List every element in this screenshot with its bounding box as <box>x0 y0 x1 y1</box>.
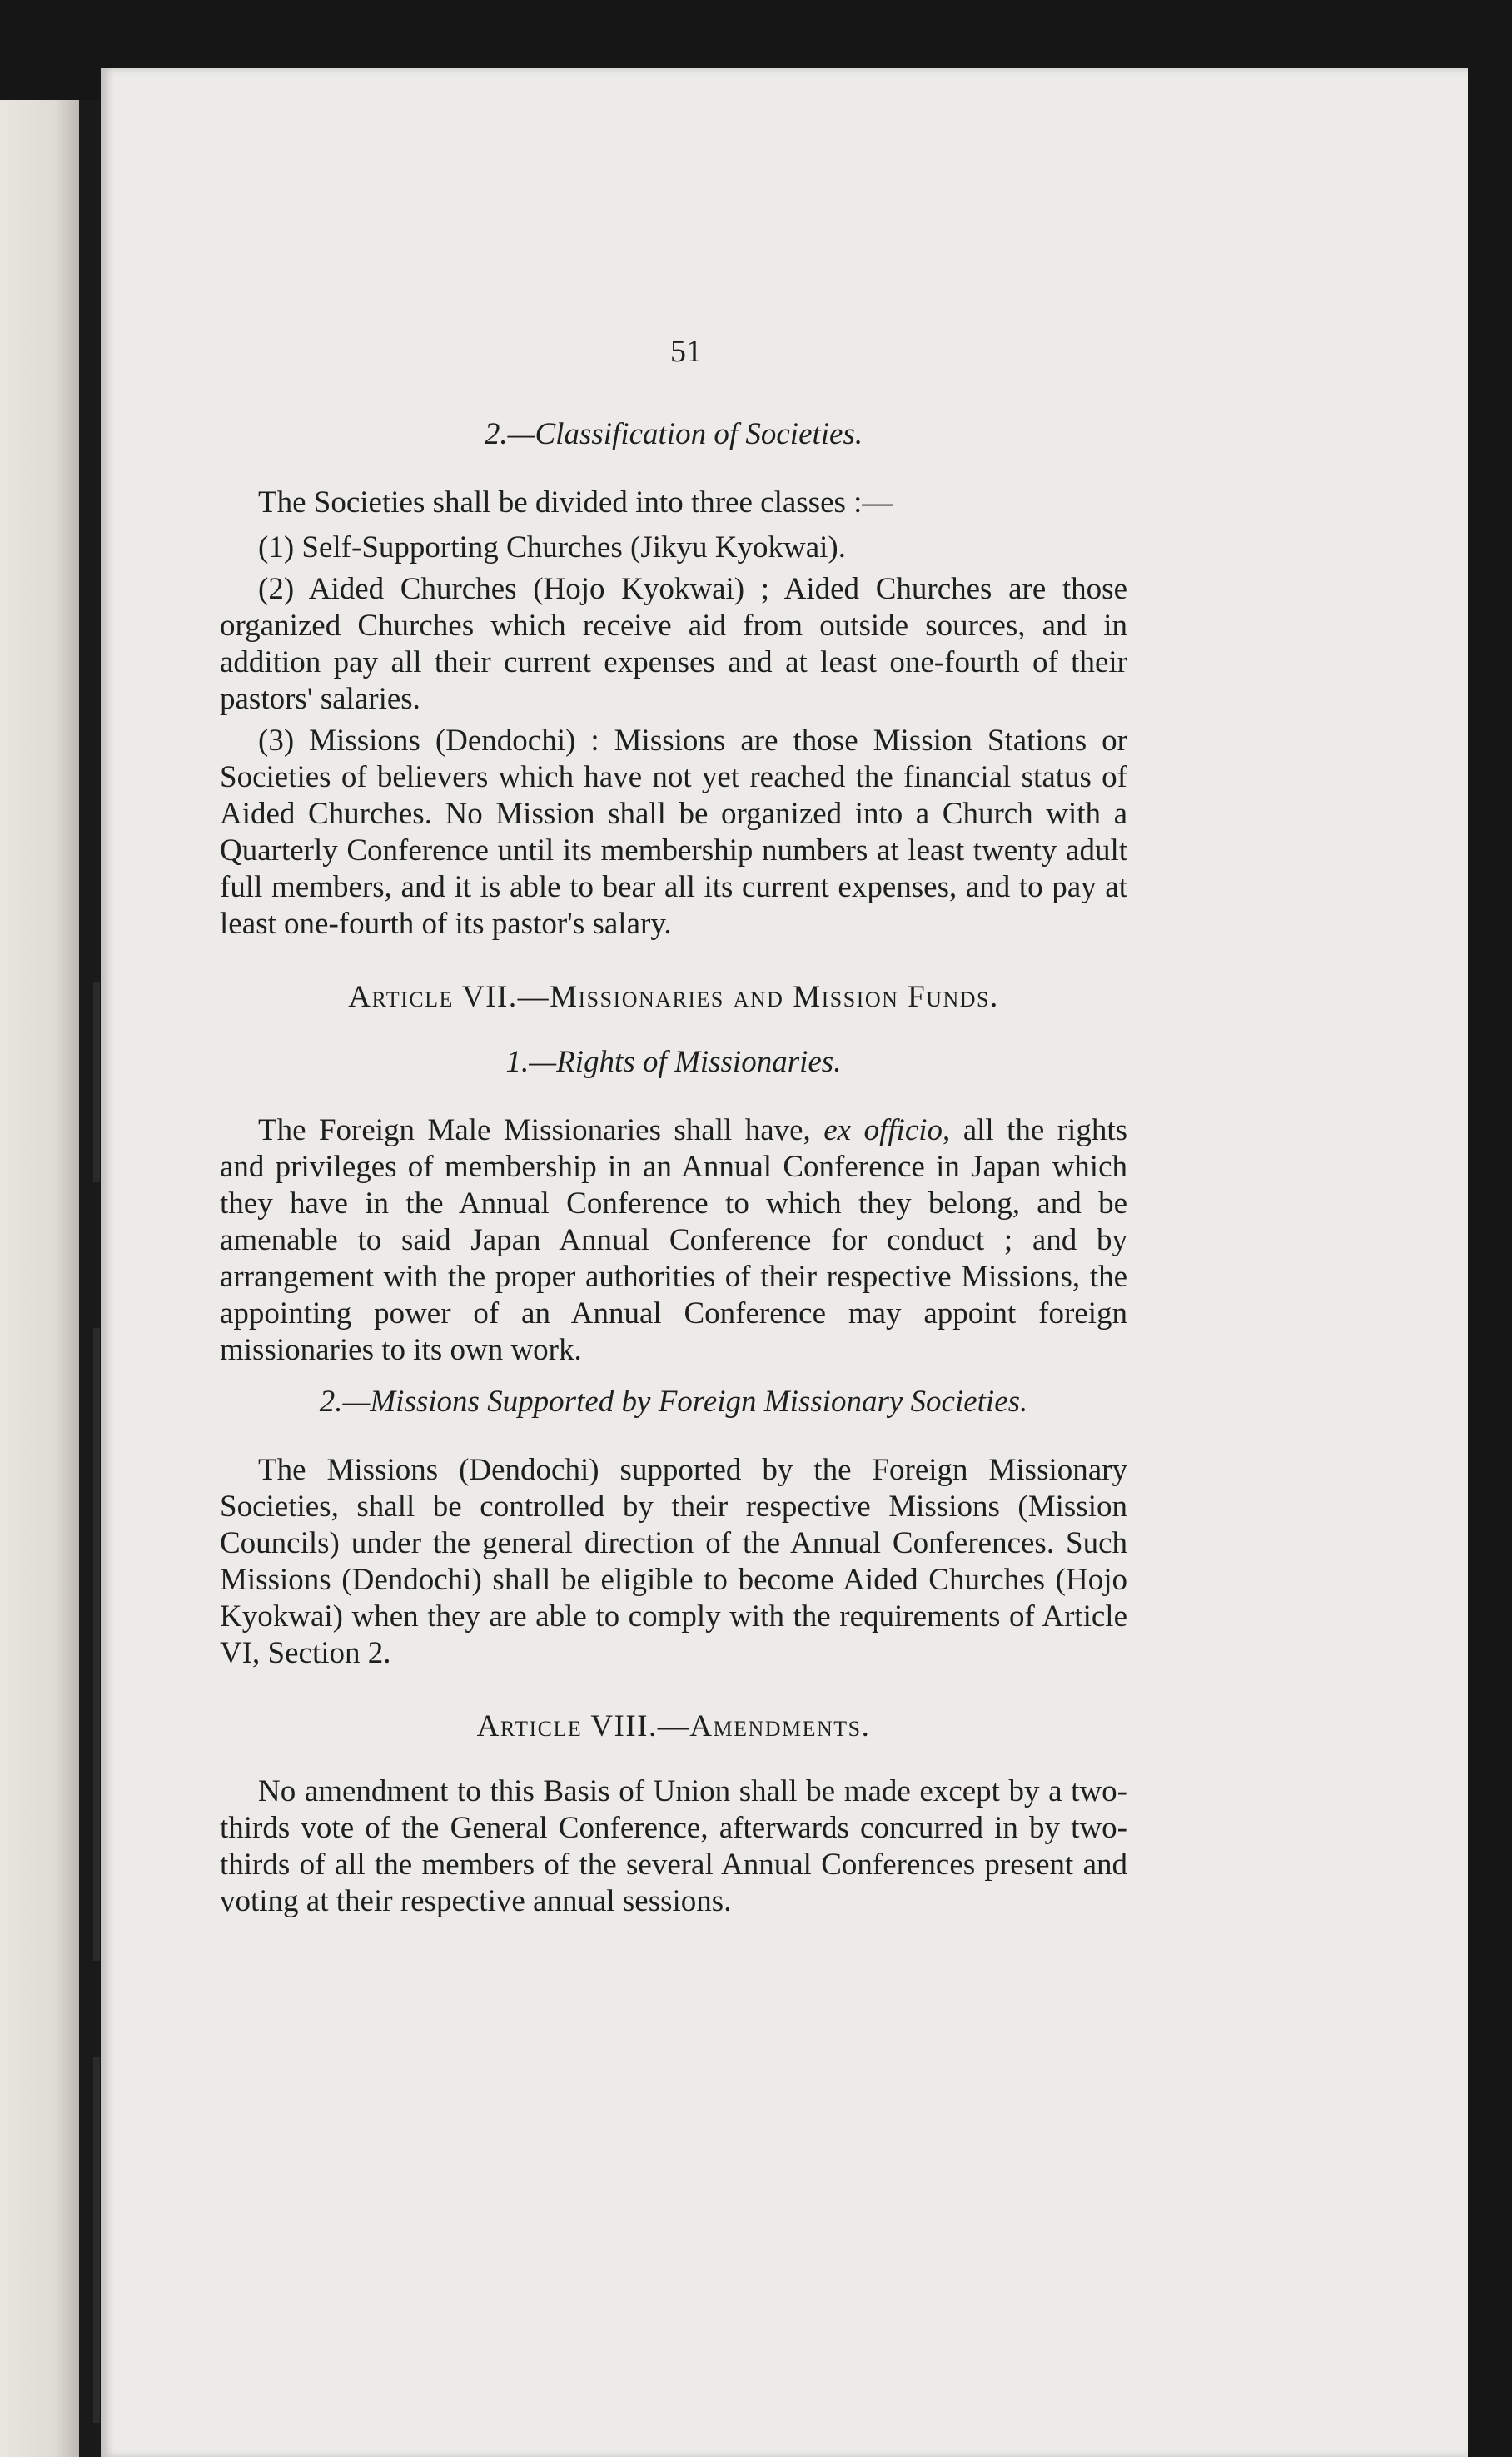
page-number: 51 <box>670 334 702 369</box>
article-7-heading: Article VII.—Missionaries and Mission Funds. <box>348 980 999 1014</box>
rights-text-before: The Foreign Male Missionaries shall have, <box>258 1113 824 1147</box>
previous-page-edge <box>0 100 79 2457</box>
rights-text-italic: ex officio <box>823 1113 943 1147</box>
binding-shadow-mark <box>93 1328 100 1961</box>
rights-text-after: , all the rights and privileges of membership in an Annual Conference in Japan which they have in the Annual Conference to which they belong, and be amenable to said Japan Annual Conference for conduct ; and by arrangement with the proper authorities of their respective Missions, the appointing power of an Annual Conference may appoint foreign missionaries to its own work. <box>220 1113 1127 1367</box>
class-3-paragraph: (3) Missions (Dendochi) : Missions are those Mission Stations or Societies of believers which have not yet reached the financial status of Aided Churches. No Mission shall be organized into a Church with a Quarterly Conference until its membership numbers at least twenty adult full members, and it is able to bear all its current expenses, and to pay at least one-fourth of its pastor's salary. <box>220 724 1127 941</box>
article-8-heading: Article VIII.—Amendments. <box>476 1709 871 1743</box>
amendments-paragraph: No amendment to this Basis of Union shall be made except by a two-thirds vote of the General Conference, afterwards concurred in by two-thirds of all the members of the several Annual Conferences present and voting at their respective annual sessions. <box>220 1774 1127 1918</box>
page-text <box>220 333 1127 1935</box>
classification-intro: The Societies shall be divided into three classes :— <box>258 485 893 520</box>
binding-shadow-mark <box>93 982 100 1182</box>
missions-paragraph: The Missions (Dendochi) supported by the Foreign Missionary Societies, shall be controlled by their respective Missions (Mission Councils) under the general direction of the Annual Conferences. Such Missions (Dendochi) shall be eligible to become Aided Churches (Hojo Kyokwai) when they are able to comply with the requirements of Article VI, Section 2. <box>220 1453 1127 1670</box>
classification-heading: 2.—Classification of Societies. <box>484 417 863 451</box>
missions-heading: 2.—Missions Supported by Foreign Missionary Societies. <box>319 1385 1028 1419</box>
binding-shadow-mark <box>93 2057 100 2423</box>
class-1-paragraph: (1) Self-Supporting Churches (Jikyu Kyokwai). <box>258 530 846 565</box>
rights-paragraph <box>220 1112 1127 1369</box>
rights-heading: 1.—Rights of Missionaries. <box>505 1045 842 1079</box>
class-2-paragraph: (2) Aided Churches (Hojo Kyokwai) ; Aided Churches are those organized Churches which receive aid from outside sources, and in addition pay all their current expenses and at least one-fourth of their pastors' salaries. <box>220 572 1127 716</box>
